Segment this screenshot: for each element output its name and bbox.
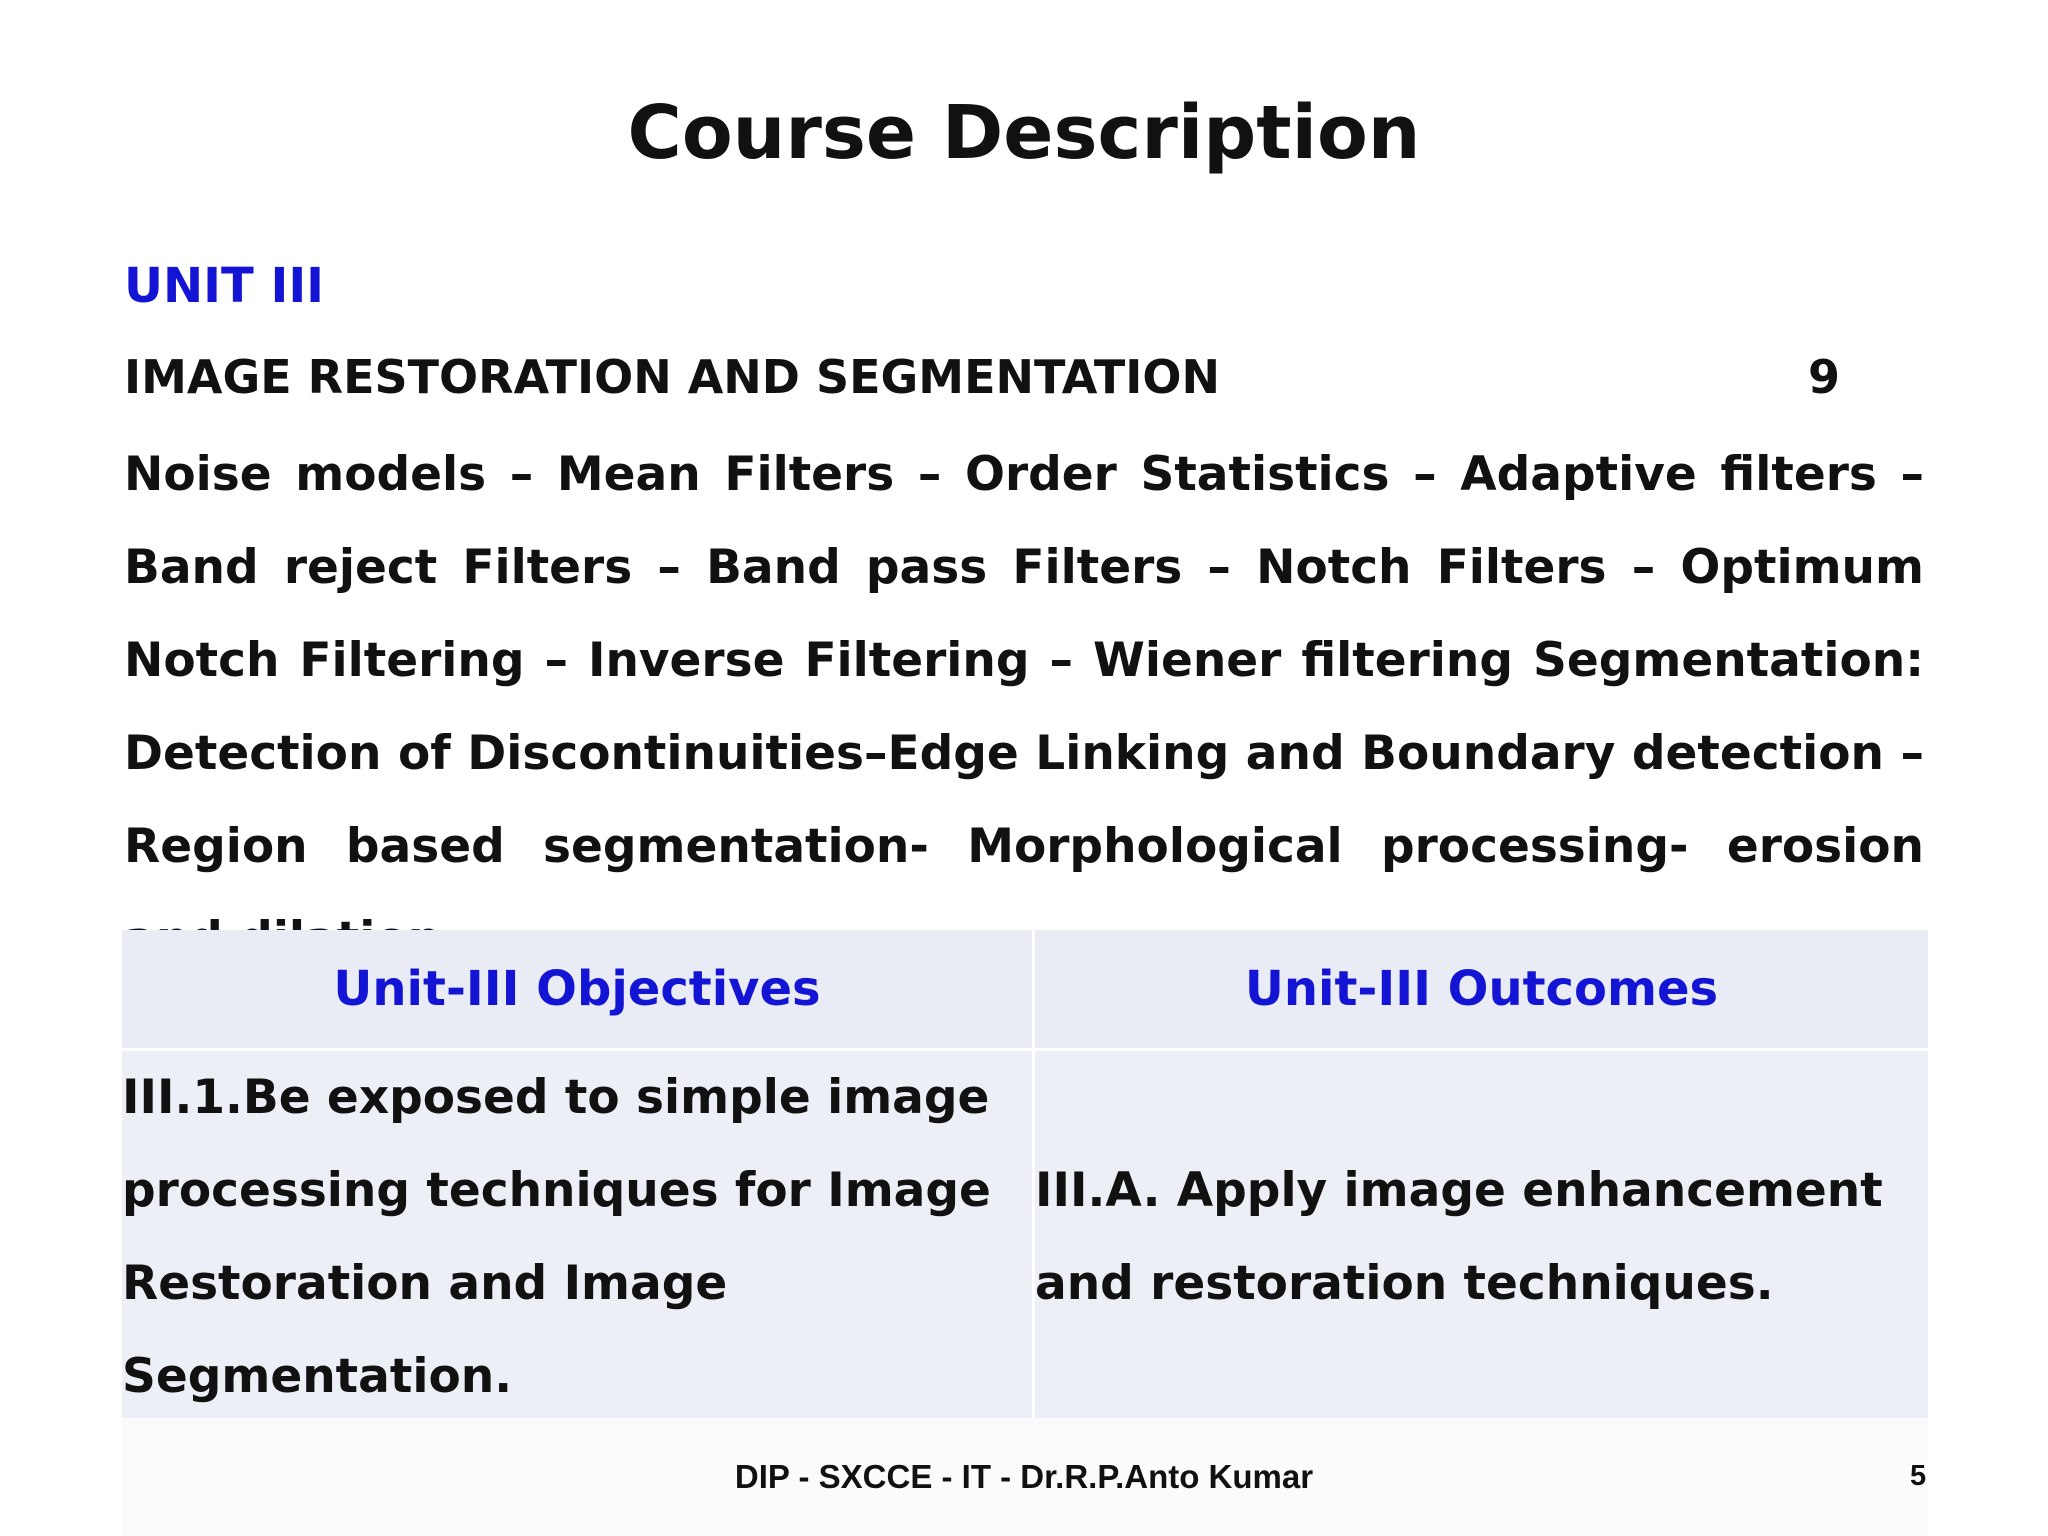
objectives-outcomes-table (122, 930, 1928, 1423)
topic-hours: 9 (1807, 350, 1840, 404)
unit-label: UNIT III (124, 258, 325, 314)
topic-row (124, 350, 1840, 404)
slide-title: Course Description (627, 90, 1421, 176)
outcome-cell: III.A. Apply image enhancement and restoration techniques. (1034, 1050, 1929, 1424)
objective-cell: III.1.Be exposed to simple image processing techniques for Image Restoration and Image Segmentation. (122, 1050, 1034, 1424)
objectives-header: Unit-III Objectives (122, 930, 1034, 1050)
table-header-row (122, 930, 1928, 1050)
table-row (122, 1050, 1928, 1424)
topic-title: IMAGE RESTORATION AND SEGMENTATION (124, 350, 1220, 404)
syllabus-text: Noise models – Mean Filters – Order Statistics – Adaptive filters – Band reject Filters – Band pass Filters – Notch Filters – Optimum Notch Filtering – Inverse Filtering – Wiener filtering Segmentation: Detection of Discontinuities–Edge Linking and Boundary detection – Region based segmentation- Morphological processing- erosion (124, 447, 1924, 874)
page-number: 5 (1910, 1460, 1927, 1492)
outcomes-header: Unit-III Outcomes (1034, 930, 1929, 1050)
footer-text: DIP - SXCCE - IT - Dr.R.P.Anto Kumar (734, 1458, 1314, 1495)
